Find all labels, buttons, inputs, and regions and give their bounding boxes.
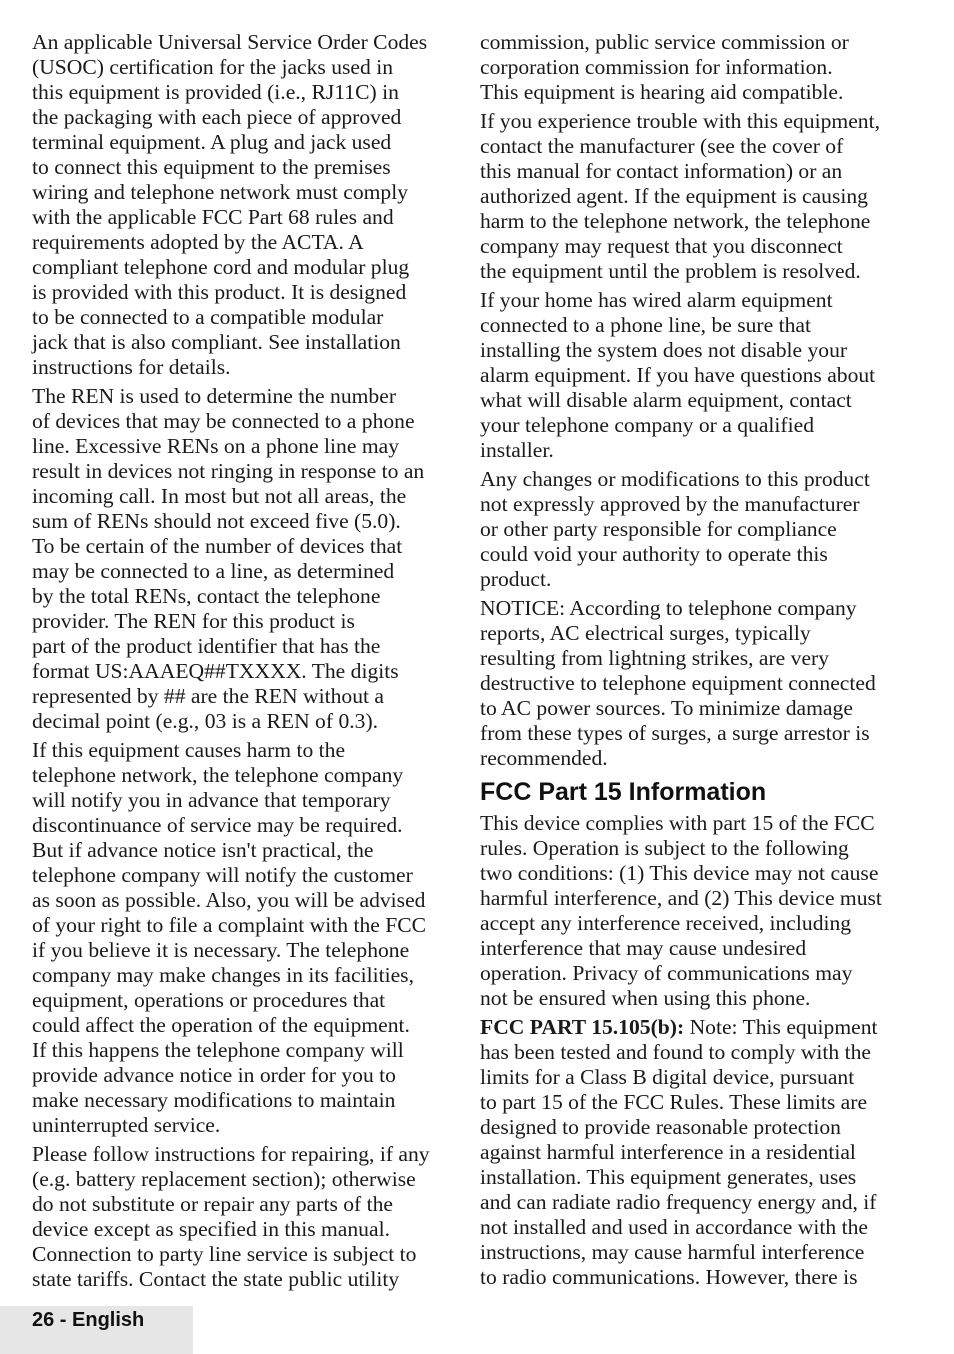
text-line: of devices that may be connected to a phone xyxy=(32,409,415,433)
text-line: format US:AAAEQ##TXXXX. The digits xyxy=(32,659,399,683)
text-line: or other party responsible for compliance xyxy=(480,517,837,541)
text-line: harmful interference, and (2) This device must xyxy=(480,886,882,910)
text-line: equipment, operations or procedures that xyxy=(32,988,386,1012)
text-line: If your home has wired alarm equipment xyxy=(480,288,833,312)
fcc-part-first-line-rest: Note: This equipment xyxy=(684,1015,878,1039)
text-line: against harmful interference in a residential xyxy=(480,1140,856,1164)
text-line: jack that is also compliant. See installation xyxy=(32,330,401,354)
text-line: installation. This equipment generates, uses xyxy=(480,1165,857,1189)
text-line: telephone network, the telephone company xyxy=(32,763,404,787)
text-line: To be certain of the number of devices that xyxy=(32,534,403,558)
text-line: rules. Operation is subject to the following xyxy=(480,836,849,860)
text-line: not installed and used in accordance with the xyxy=(480,1215,868,1239)
text-line: instructions, may cause harmful interference xyxy=(480,1240,865,1264)
text-line: connected to a phone line, be sure that xyxy=(480,313,811,337)
text-line: do not substitute or repair any parts of the xyxy=(32,1192,394,1216)
text-line: not be ensured when using this phone. xyxy=(480,986,811,1010)
commission-paragraph xyxy=(480,30,916,105)
text-line: An applicable Universal Service Order Codes xyxy=(32,30,428,54)
text-line: This device complies with part 15 of the FCC xyxy=(480,811,875,835)
text-line: resulting from lightning strikes, are very xyxy=(480,646,830,670)
text-line: The REN is used to determine the number xyxy=(32,384,397,408)
text-line: to connect this equipment to the premises xyxy=(32,155,391,179)
text-line: if you believe it is necessary. The telephone xyxy=(32,938,410,962)
text-line: harm to the telephone network, the telephone xyxy=(480,209,871,233)
trouble-paragraph xyxy=(480,109,916,284)
text-line: company may make changes in its facilities, xyxy=(32,963,414,987)
text-line: not expressly approved by the manufacturer xyxy=(480,492,860,516)
text-line: This equipment is hearing aid compatible. xyxy=(480,80,844,104)
text-line: wiring and telephone network must comply xyxy=(32,180,409,204)
fcc-part-15-105b-paragraph xyxy=(480,1015,916,1290)
text-line: company may request that you disconnect xyxy=(480,234,843,258)
text-line: alarm equipment. If you have questions about xyxy=(480,363,876,387)
text-line: decimal point (e.g., 03 is a REN of 0.3). xyxy=(32,709,379,733)
text-line: sum of RENs should not exceed five (5.0). xyxy=(32,509,401,533)
repair-paragraph xyxy=(32,1142,464,1292)
text-line: the equipment until the problem is resolved. xyxy=(480,259,861,283)
text-line: Any changes or modifications to this product xyxy=(480,467,870,491)
page-number-label: 26 - English xyxy=(32,1309,145,1331)
text-line: limits for a Class B digital device, pursuant xyxy=(480,1065,855,1089)
harm-notice-paragraph xyxy=(32,738,464,1138)
ren-paragraph xyxy=(32,384,464,734)
fcc-part-lead: FCC PART 15.105(b): xyxy=(480,1015,685,1039)
text-line: instructions for details. xyxy=(32,355,231,379)
text-line: contact the manufacturer (see the cover of xyxy=(480,134,844,158)
text-line: your telephone company or a qualified xyxy=(480,413,814,437)
text-line: (USOC) certification for the jacks used in xyxy=(32,55,393,79)
compliance-paragraph xyxy=(480,811,916,1011)
text-line: could affect the operation of the equipment. xyxy=(32,1013,410,1037)
text-line: uninterrupted service. xyxy=(32,1113,221,1137)
section-heading: FCC Part 15 Information xyxy=(480,778,767,806)
text-line: could void your authority to operate this xyxy=(480,542,828,566)
text-line: designed to provide reasonable protection xyxy=(480,1115,841,1139)
text-line: two conditions: (1) This device may not cause xyxy=(480,861,879,885)
text-line: this equipment is provided (i.e., RJ11C) in xyxy=(32,80,399,104)
text-line: Connection to party line service is subject to xyxy=(32,1242,417,1266)
text-line: NOTICE: According to telephone company xyxy=(480,596,857,620)
text-line: part of the product identifier that has the xyxy=(32,634,381,658)
text-line: with the applicable FCC Part 68 rules and xyxy=(32,205,394,229)
usoc-paragraph xyxy=(32,30,464,380)
text-line: authorized agent. If the equipment is causing xyxy=(480,184,868,208)
text-line: terminal equipment. A plug and jack used xyxy=(32,130,392,154)
text-line: discontinuance of service may be required. xyxy=(32,813,403,837)
text-line: recommended. xyxy=(480,746,608,770)
text-line: destructive to telephone equipment connected xyxy=(480,671,876,695)
text-line: will notify you in advance that temporary xyxy=(32,788,391,812)
text-line: is provided with this product. It is designed xyxy=(32,280,407,304)
text-line: to AC power sources. To minimize damage xyxy=(480,696,853,720)
surge-notice-paragraph xyxy=(480,596,916,771)
text-line: to radio communications. However, there is xyxy=(480,1265,858,1289)
text-line: state tariffs. Contact the state public utility xyxy=(32,1267,400,1291)
text-line: has been tested and found to comply with the xyxy=(480,1040,871,1064)
text-line: by the total RENs, contact the telephone xyxy=(32,584,381,608)
text-line: If this happens the telephone company will xyxy=(32,1038,404,1062)
text-line: as soon as possible. Also, you will be advised xyxy=(32,888,426,912)
text-line: (e.g. battery replacement section); otherwise xyxy=(32,1167,416,1191)
text-line: interference that may cause undesired xyxy=(480,936,807,960)
text-line: what will disable alarm equipment, contact xyxy=(480,388,852,412)
text-line: to be connected to a compatible modular xyxy=(32,305,384,329)
text-line: make necessary modifications to maintain xyxy=(32,1088,396,1112)
text-line: operation. Privacy of communications may xyxy=(480,961,853,985)
text-line: installing the system does not disable your xyxy=(480,338,848,362)
text-line: may be connected to a line, as determined xyxy=(32,559,395,583)
text-line: reports, AC electrical surges, typically xyxy=(480,621,811,645)
text-line: provide advance notice in order for you to xyxy=(32,1063,396,1087)
text-line: requirements adopted by the ACTA. A xyxy=(32,230,364,254)
modifications-paragraph xyxy=(480,467,916,592)
text-line: incoming call. In most but not all areas, the xyxy=(32,484,407,508)
text-line: commission, public service commission or xyxy=(480,30,849,54)
text-line: the packaging with each piece of approved xyxy=(32,105,402,129)
text-line: result in devices not ringing in response to an xyxy=(32,459,425,483)
text-line: But if advance notice isn't practical, the xyxy=(32,838,374,862)
text-line: product. xyxy=(480,567,552,591)
alarm-paragraph xyxy=(480,288,916,463)
text-line: line. Excessive RENs on a phone line may xyxy=(32,434,400,458)
text-line: this manual for contact information) or an xyxy=(480,159,843,183)
text-line xyxy=(480,1015,916,1040)
text-line: compliant telephone cord and modular plug xyxy=(32,255,410,279)
text-line: installer. xyxy=(480,438,554,462)
text-line: from these types of surges, a surge arrestor is xyxy=(480,721,870,745)
text-line: device except as specified in this manual. xyxy=(32,1217,390,1241)
text-line: of your right to file a complaint with the FCC xyxy=(32,913,427,937)
text-line: to part 15 of the FCC Rules. These limits are xyxy=(480,1090,868,1114)
text-line: If this equipment causes harm to the xyxy=(32,738,346,762)
text-line: telephone company will notify the customer xyxy=(32,863,413,887)
text-line: provider. The REN for this product is xyxy=(32,609,355,633)
text-line: If you experience trouble with this equipment, xyxy=(480,109,880,133)
text-line: and can radiate radio frequency energy and, if xyxy=(480,1190,877,1214)
text-line: represented by ## are the REN without a xyxy=(32,684,384,708)
text-line: Please follow instructions for repairing, if any xyxy=(32,1142,430,1166)
right-column xyxy=(480,30,916,1294)
left-column xyxy=(32,30,464,1296)
text-line: corporation commission for information. xyxy=(480,55,833,79)
text-line: accept any interference received, including xyxy=(480,911,852,935)
